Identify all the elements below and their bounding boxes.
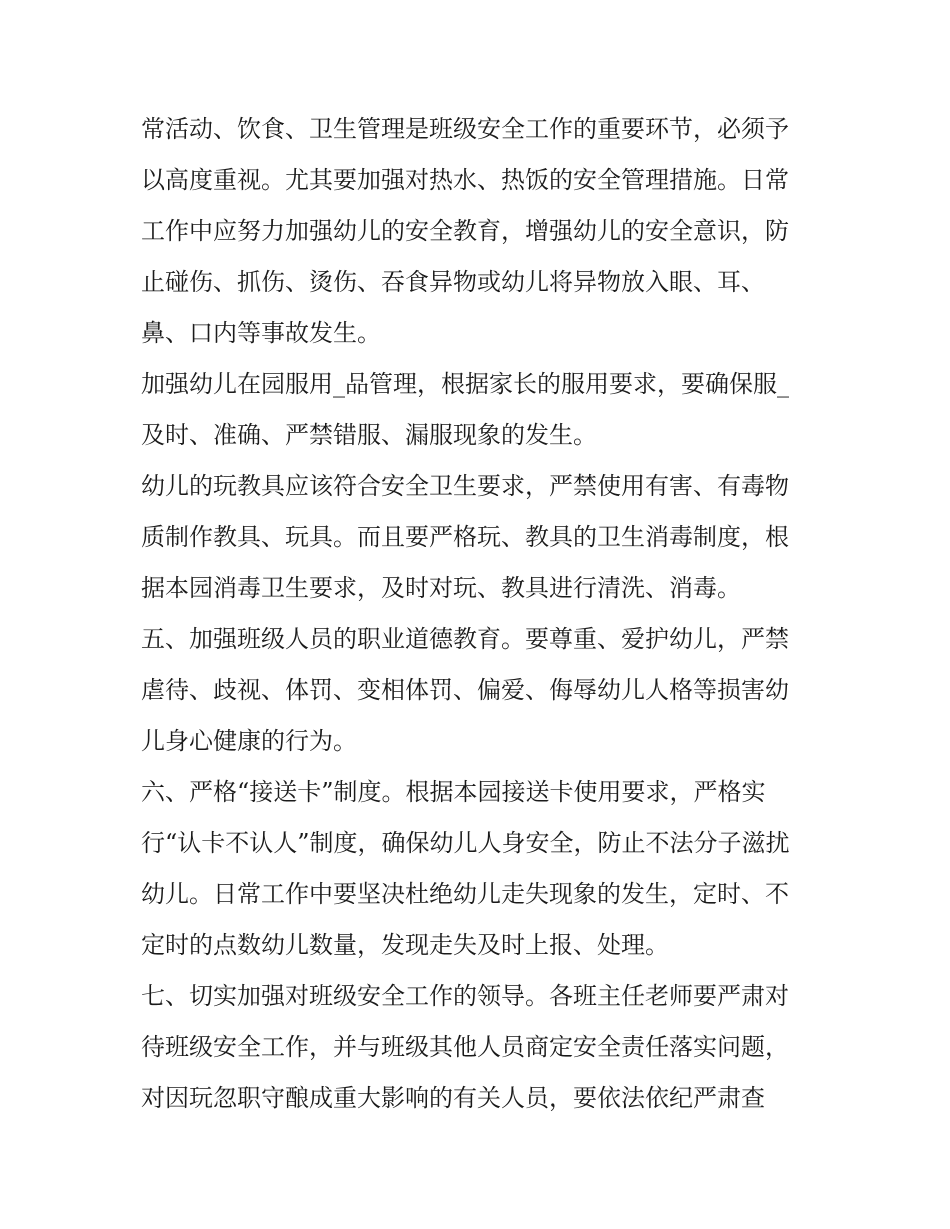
document-body <box>141 104 821 1124</box>
text-line-18: 七、切实加强对班级安全工作的领导。各班主任老师要严肃对 <box>141 982 789 1010</box>
text-line-20: 对因玩忽职守酿成重大影响的有关人员，要依法依纪严肃查 <box>141 1084 765 1112</box>
text-line-19: 待班级安全工作，并与班级其他人员商定安全责任落实问题， <box>141 1033 789 1061</box>
text-line-3: 工作中应努力加强幼儿的安全教育，增强幼儿的安全意识，防 <box>141 217 789 245</box>
text-line-2: 以高度重视。尤其要加强对热水、热饭的安全管理措施。日常 <box>141 166 789 194</box>
text-line-10: 据本园消毒卫生要求，及时对玩、教具进行清洗、消毒。 <box>141 574 741 602</box>
text-line-15: 行“认卡不认人”制度，确保幼儿人身安全，防止不法分子滋扰 <box>141 829 790 857</box>
text-line-13: 儿身心健康的行为。 <box>141 727 357 755</box>
text-line-14: 六、严格“接送卡”制度。根据本园接送卡使用要求，严格实 <box>141 778 766 806</box>
text-line-17: 定时的点数幼儿数量，发现走失及时上报、处理。 <box>141 931 669 959</box>
text-line-8: 幼儿的玩教具应该符合安全卫生要求，严禁使用有害、有毒物 <box>141 472 789 500</box>
text-line-12: 虐待、歧视、体罚、变相体罚、偏爱、侮辱幼儿人格等损害幼 <box>141 676 789 704</box>
text-line-16: 幼儿。日常工作中要坚决杜绝幼儿走失现象的发生，定时、不 <box>141 880 789 908</box>
text-line-1: 常活动、饮食、卫生管理是班级安全工作的重要环节，必须予 <box>141 115 789 143</box>
text-line-7: 及时、准确、严禁错服、漏服现象的发生。 <box>141 421 597 449</box>
text-line-4: 止碰伤、抓伤、烫伤、吞食异物或幼儿将异物放入眼、耳、 <box>141 268 765 296</box>
text-line-9: 质制作教具、玩具。而且要严格玩、教具的卫生消毒制度，根 <box>141 523 789 551</box>
text-line-6: 加强幼儿在园服用_品管理，根据家长的服用要求，要确保服_ <box>141 370 789 398</box>
text-line-11: 五、加强班级人员的职业道德教育。要尊重、爱护幼儿，严禁 <box>141 625 789 653</box>
text-line-5: 鼻、口内等事故发生。 <box>141 319 381 347</box>
